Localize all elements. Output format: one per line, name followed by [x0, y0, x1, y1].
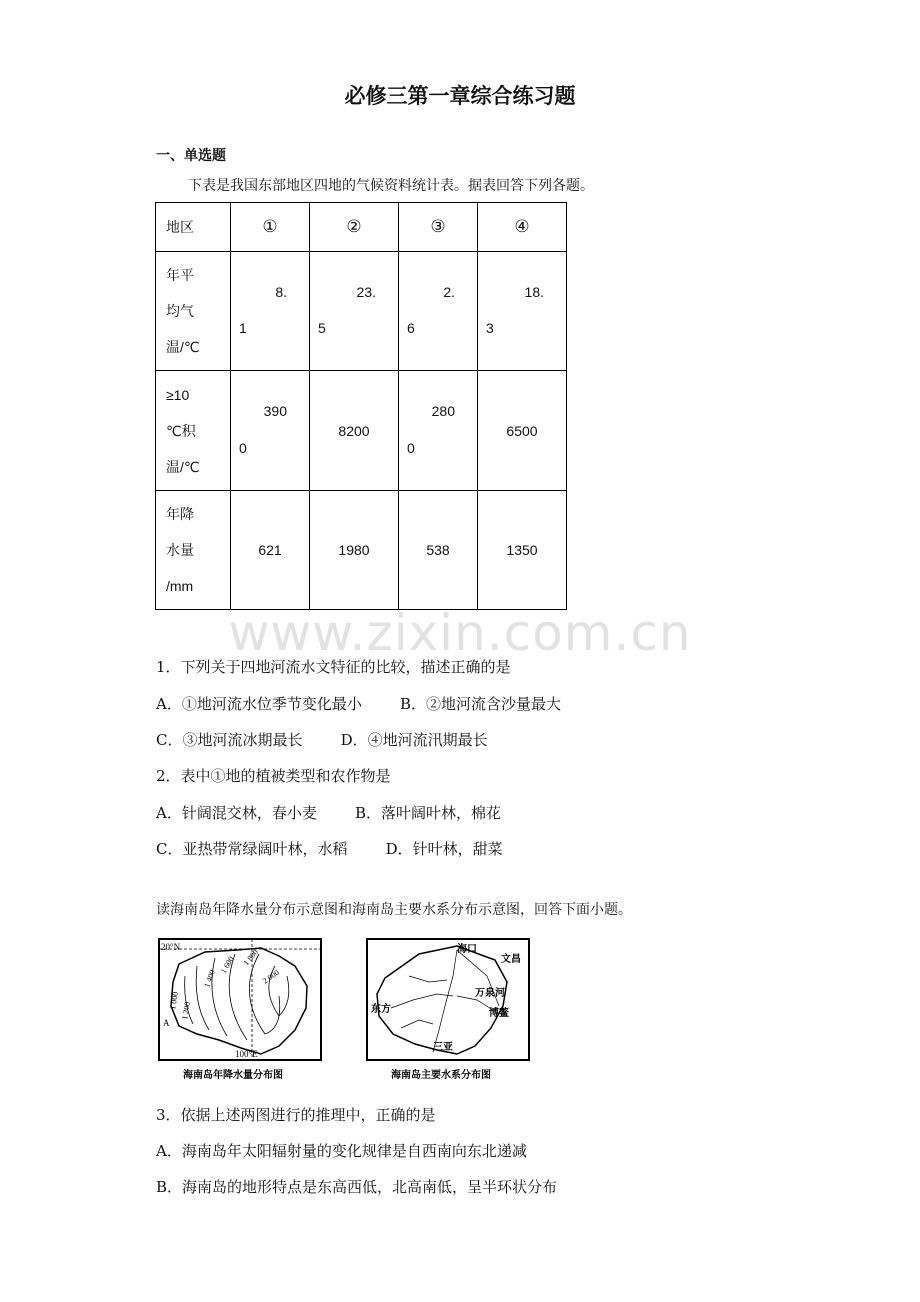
river-west — [391, 994, 453, 1008]
cell-precip-2: 1980 — [310, 491, 399, 610]
question-3-option-a: A．海南岛年太阳辐射量的变化规律是自西南向东北递减 — [156, 1142, 527, 1160]
question-1-options-ab: A．①地河流水位季节变化最小 B．②地河流含沙量最大 — [156, 695, 562, 713]
place-wenchang: 文昌 — [501, 954, 521, 965]
table-row-accumulated-temperature — [156, 371, 567, 491]
table-row-temperature — [156, 252, 567, 371]
maps-svg — [157, 936, 537, 1086]
place-boao: 博鳌 — [489, 1008, 509, 1019]
table-row-precipitation — [156, 491, 567, 610]
river-main — [433, 950, 457, 1052]
place-haikou: 海口 — [457, 944, 477, 955]
question-2-stem: 2．表中①地的植被类型和农作物是 — [156, 767, 391, 785]
map1-point-a: A — [163, 1018, 170, 1028]
isoline-1600 — [229, 954, 247, 1040]
isoline-label-1800: 1 800 — [241, 947, 261, 968]
place-dongfang: 东方 — [371, 1004, 391, 1015]
row-label-precipitation: 年降 水量 /mm — [156, 491, 231, 610]
page-title: 必修三第一章综合练习题 — [344, 84, 576, 108]
climate-table — [155, 202, 567, 610]
question-3-option-b: B．海南岛的地形特点是东高西低，北高南低，呈半环状分布 — [156, 1178, 558, 1196]
isoline-label-2000: 2 000 — [260, 967, 281, 986]
row-label-accumulated-temperature: ≥10 ℃积 温/℃ — [156, 371, 231, 491]
island-outline-map1 — [171, 948, 307, 1054]
map1-longitude-label: 100°E — [235, 1049, 258, 1059]
map1-frame — [159, 939, 321, 1060]
precipitation-map — [159, 939, 321, 1081]
place-wanquan-river: 万泉河 — [475, 988, 505, 999]
question-2-options-cd: C．亚热带常绿阔叶林，水稻 D．针叶林，甜菜 — [156, 840, 503, 858]
isoline-label-1400: 1 400 — [202, 968, 218, 989]
cell-temp-3: 2. 6 — [399, 252, 478, 371]
cell-accum-1: 390 0 — [231, 371, 310, 491]
cell-temp-4: 18. 3 — [478, 252, 567, 371]
river-southwest — [401, 1020, 433, 1028]
isoline-label-1200: 1 200 — [180, 1001, 193, 1021]
cell-temp-1: 8. 1 — [231, 252, 310, 371]
cell-accum-3: 280 0 — [399, 371, 478, 491]
map2-caption: 海南岛主要水系分布图 — [391, 1070, 491, 1081]
cell-accum-2: 8200 — [310, 371, 399, 491]
island-outline-map2 — [377, 946, 507, 1054]
cell-precip-1: 621 — [231, 491, 310, 610]
header-site-3: ③ — [399, 203, 478, 252]
river-system-map — [367, 939, 529, 1081]
question-1-options-cd: C．③地河流冰期最长 D．④地河流汛期最长 — [156, 731, 488, 749]
table-intro: 下表是我国东部地区四地的气候资料统计表。据表回答下列各题。 — [188, 178, 594, 194]
river-north — [409, 976, 447, 982]
cell-precip-3: 538 — [399, 491, 478, 610]
place-sanya: 三亚 — [433, 1042, 453, 1053]
section-heading: 一、单选题 — [156, 148, 226, 164]
cell-precip-4: 1350 — [478, 491, 567, 610]
map-intro: 读海南岛年降水量分布示意图和海南岛主要水系分布示意图，回答下面小题。 — [156, 902, 632, 918]
header-site-4: ④ — [478, 203, 567, 252]
isoline-1800 — [249, 954, 279, 1034]
header-region: 地区 — [156, 203, 231, 252]
map1-latitude-label: 20°N — [161, 942, 181, 952]
header-site-1: ① — [231, 203, 310, 252]
isoline-label-1000: 1 000 — [168, 991, 181, 1011]
map1-caption: 海南岛年降水量分布图 — [183, 1070, 283, 1081]
header-site-2: ② — [310, 203, 399, 252]
map-figures — [157, 936, 537, 1090]
question-1-stem: 1．下列关于四地河流水文特征的比较，描述正确的是 — [156, 658, 511, 676]
table-header-row — [156, 203, 567, 252]
row-label-temperature: 年平 均气 温/℃ — [156, 252, 231, 371]
cell-temp-2: 23. 5 — [310, 252, 399, 371]
isoline-label-1600: 1 600 — [218, 954, 236, 975]
watermark: www.zixin.com.cn — [228, 604, 692, 662]
question-2-options-ab: A．针阔混交林，春小麦 B．落叶阔叶林，棉花 — [156, 804, 502, 822]
cell-accum-4: 6500 — [478, 371, 567, 491]
question-3-stem: 3．依据上述两图进行的推理中，正确的是 — [156, 1106, 436, 1124]
